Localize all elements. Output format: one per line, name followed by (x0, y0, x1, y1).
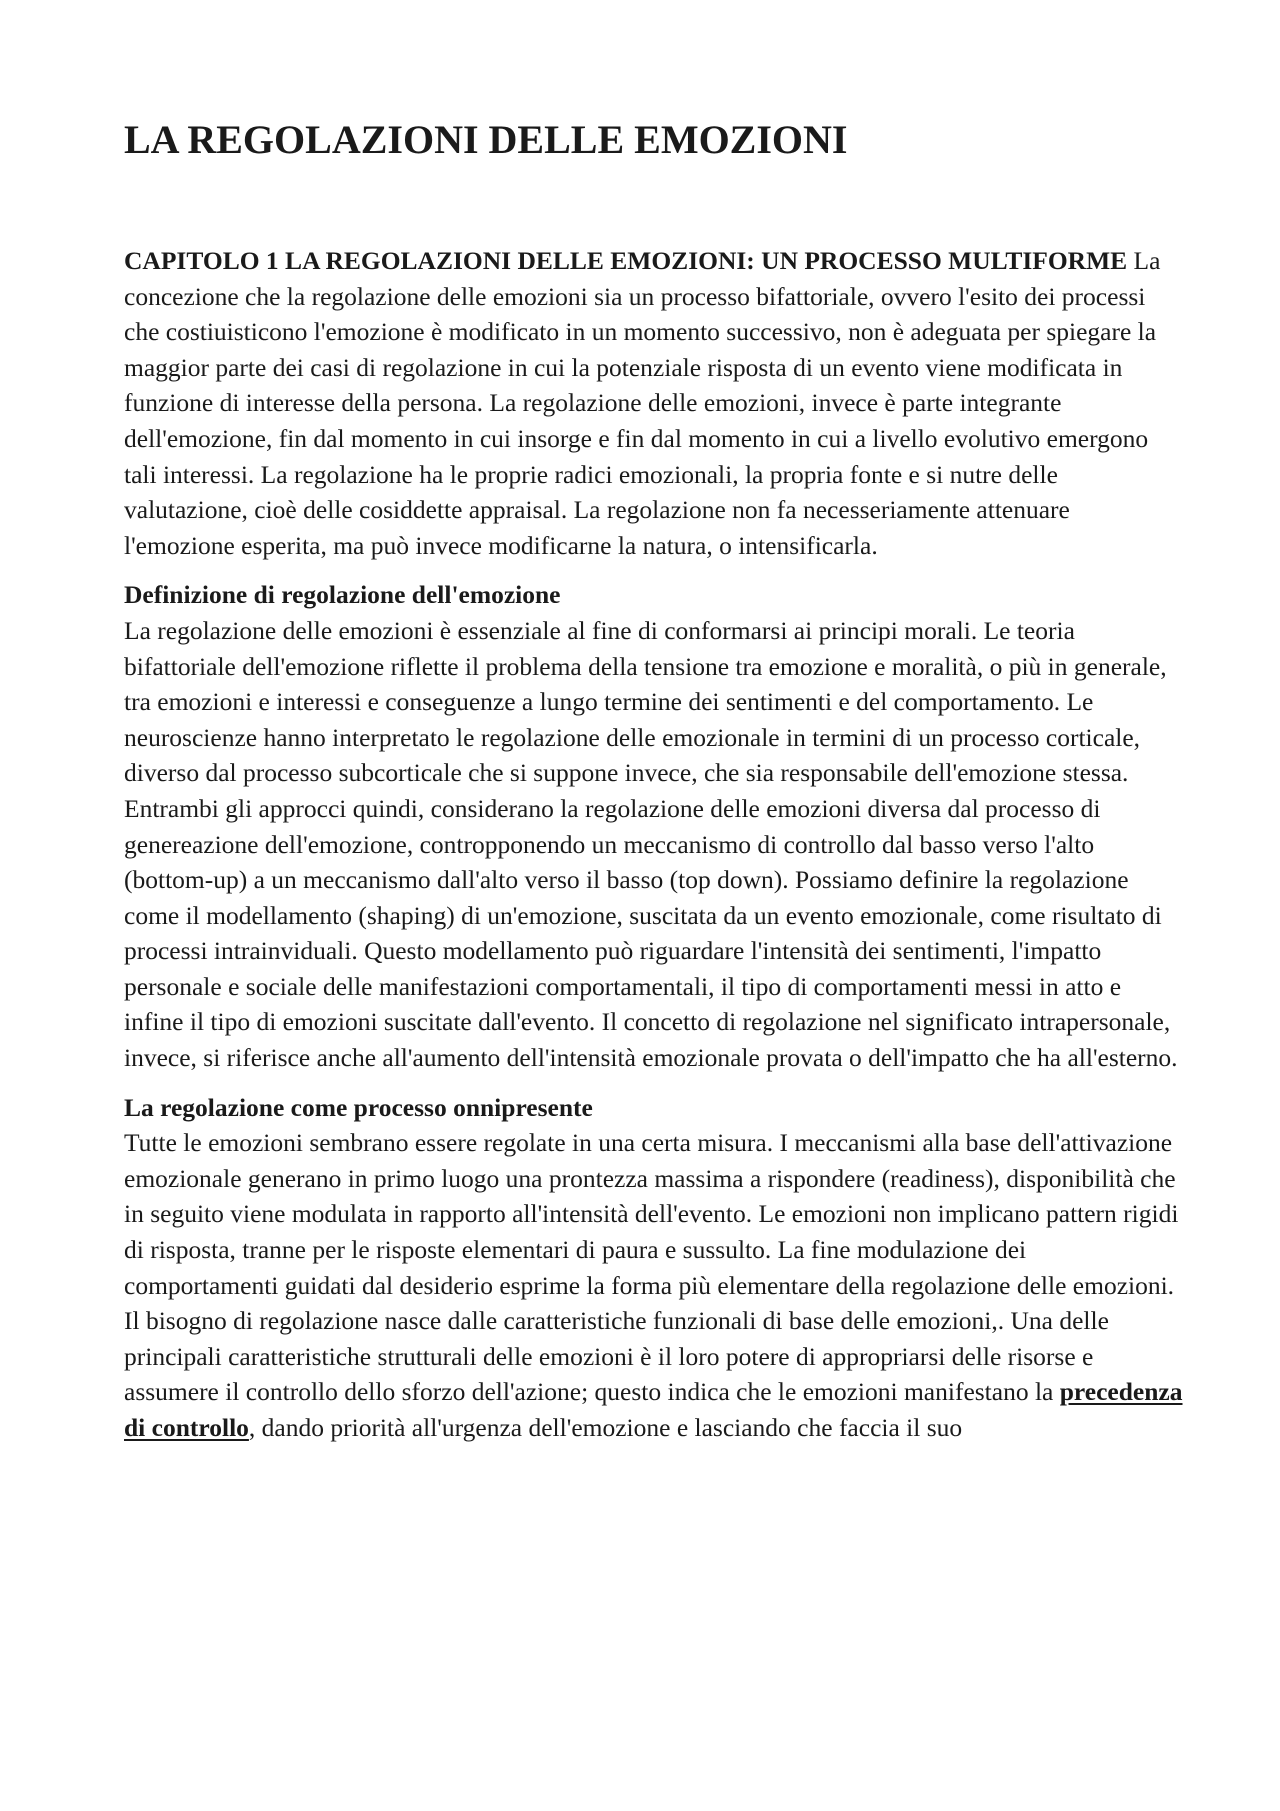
chapter-heading: CAPITOLO 1 LA REGOLAZIONI DELLE EMOZIONI: UN PROCESSO MULTIFORME (124, 246, 1128, 275)
definition-heading: Definizione di regolazione dell'emozione (124, 580, 561, 610)
chapter-paragraph (124, 243, 1184, 563)
definition-text: La regolazione delle emozioni è essenziale al fine di conformarsi ai principi morali. Le teoria bifattoriale dell'emozione riflette il problema della tensione tra emozione e moralità, o più in generale, tra emozioni e interessi e conseguenze a lungo termine dei sentimenti e del comportamento. Le neuroscienze hanno interpretato le regolazione delle emozionale in termini di un processo corticale, diverso dal processo subcorticale che si suppone invece, che sia responsabile dell'emozione stessa. Entrambi gli approcci quindi, considerano la regolazione delle emozioni diversa dal processo di genereazione dell'emozione, contropponendo un meccanismo di controllo dal basso verso l'alto (bottom-up) a un meccanismo dall'alto verso il basso (top down). Possiamo definire la regolazione come il modellamento (shaping) di un'emozione, suscitata da un evento emozionale, come risultato di processi intrainviduali. Questo modellamento può riguardare l'intensità dei sentimenti, l'impatto personale e sociale delle manifestazioni comportamentali, il tipo di comportamenti messi in atto e infine il tipo di emozioni suscitate dall'evento. Il concetto di regolazione nel significato intrapersonale, invece, si riferisce anche all'aumento dell'intensità emozionale provata o dell'impatto che ha all'esterno. (124, 615, 1178, 1073)
ubiquitous-heading: La regolazione come processo onnipresente (124, 1092, 593, 1122)
document-title: LA REGOLAZIONI DELLE EMOZIONI (124, 117, 848, 162)
chapter-text: La concezione che la regolazione delle emozioni sia un processo bifattoriale, ovvero l'esito dei processi che costiuisticono l'emozione è modificato in un momento successivo, non è adeguata per spiegare la maggior parte dei casi di regolazione in cui la potenziale risposta di un evento viene modificata in funzione di interesse della persona. La regolazione delle emozioni, invece è parte integrante dell'emozione, fin dal momento in cui insorge e fin dal momento in cui a livello evolutivo emergono tali interessi. La regolazione ha le proprie radici emozionali, la propria fonte e si nutre delle valutazione, cioè delle cosiddette appraisal. La regolazione non fa necesseriamente attenuare l'emozione esperita, ma può invece modificarne la natura, o intensificarla. (124, 246, 1161, 560)
control-precedence-term: precedenza di controllo (124, 1377, 1183, 1442)
ubiquitous-text-after: , dando priorità all'urgenza dell'emozione e lasciando che faccia il suo (248, 1413, 963, 1442)
ubiquitous-paragraph (124, 1090, 1184, 1446)
definition-paragraph (124, 577, 1184, 1075)
document-body (124, 243, 1184, 1460)
ubiquitous-text-before: Tutte le emozioni sembrano essere regolate in una certa misura. I meccanismi alla base dell'attivazione emozionale generano in primo luogo una prontezza massima a rispondere (readiness), disponibilità che in seguito viene modulata in rapporto all'intensità dell'evento. Le emozioni non implicano pattern rigidi di risposta, tranne per le risposte elementari di paura e sussulto. La fine modulazione dei comportamenti guidati dal desiderio esprime la forma più elementare della regolazione delle emozioni. Il bisogno di regolazione nasce dalle caratteristiche funzionali di base delle emozioni,. Una delle principali caratteristiche strutturali delle emozioni è il loro potere di appropriarsi delle risorse e assumere il controllo dello sforzo dell'azione; questo indica che le emozioni manifestano la (124, 1128, 1179, 1407)
